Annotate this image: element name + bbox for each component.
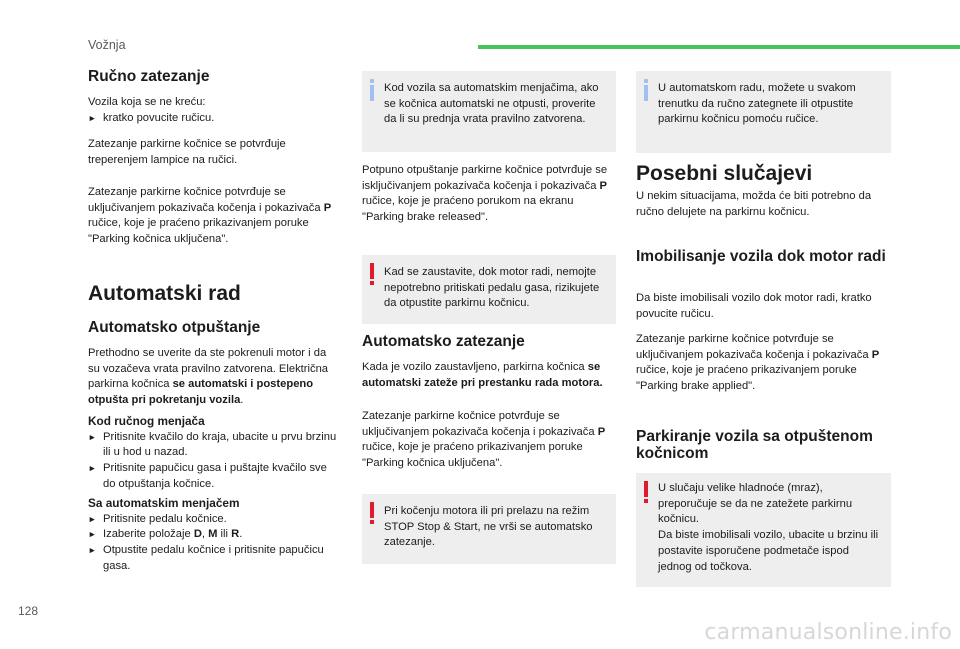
header-accent-bar — [478, 45, 960, 49]
list-item: ► Otpustite pedalu kočnice i pritisnite papučicu gasa. — [88, 543, 324, 572]
zatezanje-pokazivac-text: Zatezanje parkirne kočnice potvrđuje se uključivanjem pokazivača kočenja i pokazivača P ručice, koje je praćeno prikazivanjem poruke "Parking kočnica uključena". — [88, 186, 332, 246]
sa-automatskim-list — [88, 496, 340, 574]
list-item: ► Izaberite položaje D, M ili R. — [88, 527, 340, 543]
page-number: 128 — [18, 604, 39, 618]
warning-note-box: U slučaju velike hladnoće (mraz), preporučuje se da ne zatežete parkirnu kočnicu. Da biste imobilisali vozilo, ubacite u brzinu ili postavite isporučene podmetače ispod jednog od točkova. — [636, 473, 891, 587]
warning-icon — [369, 502, 375, 524]
heading-parkiranje: Parkiranje vozila sa otpuštenom kočnicom — [636, 428, 873, 462]
heading-automatsko-zatezanje: Automatsko zatezanje — [362, 333, 525, 350]
kada-je-vozilo-text: Kada je vozilo zaustavljeno, parkirna kočnica se automatski zateže pri prestanku rada motora. — [362, 361, 603, 389]
list-item: ► kratko povucite ručicu. — [88, 111, 340, 127]
section-label: Vožnja — [88, 38, 126, 52]
watermark: carmanualsonline.info — [704, 620, 952, 645]
u-nekim-text: U nekim situacijama, možda će biti potrebno da ručno delujete na parkirnu kočnicu. — [636, 190, 872, 218]
list-item: ► Pritisnite papučicu gasa i puštajte kvačilo sve do otpuštanja kočnice. — [88, 461, 327, 490]
heading-automatski-rad: Automatski rad — [88, 282, 241, 305]
arrow-right-bullet-icon: ► — [88, 529, 97, 540]
arrow-right-bullet-icon: ► — [88, 462, 97, 473]
warning-icon — [643, 481, 649, 503]
zatezanje-applied-text: Zatezanje parkirne kočnice potvrđuje se uključivanjem pokazivača kočenja i pokazivača P ručice, koje je praćeno prikazivanjem poruke "Parking brake applied". — [636, 333, 880, 393]
heading-posebni-slucajevi: Posebni slučajevi — [636, 162, 813, 185]
arrow-right-bullet-icon: ► — [88, 431, 97, 442]
arrow-right-bullet-icon: ► — [88, 544, 97, 555]
warning-note-box: Pri kočenju motora ili pri prelazu na režim STOP Stop & Start, ne vrši se automatsko zatezanje. — [362, 494, 616, 564]
info-icon — [369, 79, 375, 101]
da-biste-text: Da biste imobilisali vozilo dok motor radi, kratko povucite ručicu. — [636, 292, 872, 320]
arrow-right-bullet-icon: ► — [88, 112, 97, 123]
info-note-box: Kod vozila sa automatskim menjačima, ako se kočnica automatski ne otpusti, proverite da li su prednja vrata pravilno zatvorena. — [362, 71, 616, 152]
info-note-box: U automatskom radu, možete u svakom trenutku da ručno zategnete ili otpustite parkirnu kočnicu pomoću ručice. — [636, 71, 891, 153]
potpuno-otpustanje-text: Potpuno otpuštanje parkirne kočnice potvrđuje se isključivanjem pokazivača kočenja i pokazivača P ručice, koje je praćeno porukom na ekranu "Parking brake released". — [362, 164, 608, 224]
warning-note-box: Kad se zaustavite, dok motor radi, nemojte nepotrebno pritiskati pedalu gasa, rizikujete da otpustite parkirnu kočnicu. — [362, 255, 616, 324]
list-item: ► Pritisnite kvačilo do kraja, ubacite u prvu brzinu ili u hod u nazad. — [88, 430, 337, 459]
list-item: ► Pritisnite pedalu kočnice. — [88, 512, 340, 528]
vozila-line: Vozila koja se ne kreću: — [88, 96, 206, 108]
prethodno-text: Prethodno se uverite da ste pokrenuli motor i da su vozačeva vrata pravilno zatvorena. Električna parkirna kočnica se automatski i postepeno otpušta pri pokretanju vozila. — [88, 347, 329, 407]
info-icon — [643, 79, 649, 101]
arrow-right-bullet-icon: ► — [88, 513, 97, 524]
vozila-paragraph — [88, 95, 340, 126]
kod-rucnog-title: Kod ručnog menjača — [88, 414, 205, 428]
warning-icon — [369, 263, 375, 285]
heading-automatsko-otpustanje: Automatsko otpuštanje — [88, 319, 261, 336]
zatezanje-lampice-text: Zatezanje parkirne kočnice se potvrđuje treperenjem lampice na ručici. — [88, 138, 286, 166]
kod-rucnog-list — [88, 414, 340, 492]
sa-automatskim-title: Sa automatskim menjačem — [88, 496, 240, 510]
heading-rucno-zatezanje: Ručno zatezanje — [88, 68, 210, 85]
heading-imobilisanje: Imobilisanje vozila dok motor radi — [636, 248, 886, 265]
zatezanje-potvrda-text: Zatezanje parkirne kočnice potvrđuje se uključivanjem pokazivača kočenja i pokazivača P ručice, koje je praćeno prikazivanjem poruke "Parking kočnica uključena". — [362, 410, 606, 470]
